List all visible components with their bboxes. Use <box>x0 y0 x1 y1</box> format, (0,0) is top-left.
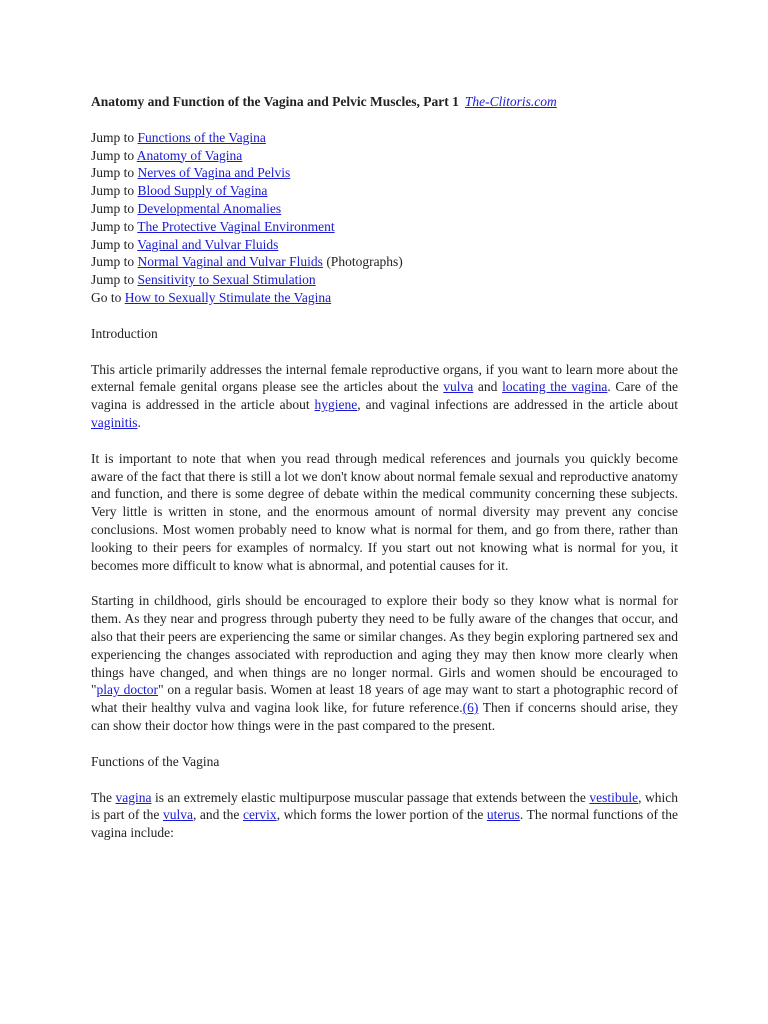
paragraph-text: , and vaginal infections are addressed in the article about <box>357 397 678 413</box>
paragraph-text: . Care of the vagina is addressed in the article about <box>91 379 678 413</box>
jump-line <box>91 200 678 218</box>
jump-prefix: Jump to <box>91 200 135 216</box>
jump-link-fluids[interactable]: Vaginal and Vulvar Fluids <box>137 236 279 252</box>
hygiene-link[interactable]: hygiene <box>314 397 358 413</box>
jump-line <box>91 253 678 271</box>
paragraph-text: " on a regular basis. Women at least 18 years of age may want to start a photographic record of what their healthy vulva and vagina look like, for future reference. <box>91 682 678 716</box>
paragraph-text: . <box>137 414 141 430</box>
uterus-link[interactable]: uterus <box>486 807 520 823</box>
jump-link-sensitivity[interactable]: Sensitivity to Sexual Stimulation <box>137 272 316 288</box>
jump-line <box>91 129 678 147</box>
jump-link-anatomy[interactable]: Anatomy of Vagina <box>136 147 243 163</box>
jump-line <box>91 147 678 165</box>
jump-prefix: Jump to <box>91 236 135 252</box>
jump-prefix: Jump to <box>91 147 135 163</box>
article-body <box>91 93 678 860</box>
jump-prefix: Jump to <box>91 129 135 145</box>
jump-prefix: Go to <box>91 289 122 305</box>
paragraph-text: and <box>473 379 503 395</box>
jump-prefix: Jump to <box>91 254 135 270</box>
article-title <box>91 93 678 111</box>
jump-prefix: Jump to <box>91 183 135 199</box>
paragraph-text: This article primarily addresses the internal female reproductive organs, if you want to learn more about the external female genital organs please see the articles about the <box>91 361 678 395</box>
paragraph-text: is an extremely elastic multipurpose muscular passage that extends between the <box>151 789 590 805</box>
vulva-link[interactable]: vulva <box>162 807 193 823</box>
jump-prefix: Jump to <box>91 165 135 181</box>
jump-link-nerves[interactable]: Nerves of Vagina and Pelvis <box>137 165 291 181</box>
intro-paragraph-2: It is important to note that when you read through medical references and journals you quickly become aware of the fact that there is still a lot we don't know about normal female sexual and reproductive anatomy and function, and there is some degree of debate within the medical community concerning these subjects. Very little is written in stone, and the enormous amount of normal diversity may prevent any concise conclusions. Most women probably need to know what is normal for them, and go from there, rather than looking to their peers for examples of normalcy. If you start out not knowing what is normal for you, it becomes more difficult to know what is abnormal, and potential causes for it. <box>91 450 678 573</box>
jump-prefix: Jump to <box>91 218 135 234</box>
vagina-link[interactable]: vagina <box>115 789 152 805</box>
jump-line <box>91 236 678 254</box>
vestibule-link[interactable]: vestibule <box>589 789 639 805</box>
paragraph-text: . The normal functions of the vagina include: <box>91 807 679 841</box>
intro-paragraph-3 <box>91 592 678 734</box>
jump-link-functions[interactable]: Functions of the Vagina <box>137 129 266 145</box>
jump-link-normal-fluids[interactable]: Normal Vaginal and Vulvar Fluids <box>137 254 323 270</box>
cervix-link[interactable]: cervix <box>242 807 277 823</box>
jump-line <box>91 289 678 307</box>
intro-paragraph-1 <box>91 361 678 432</box>
paragraph-text: , which is part of the <box>91 789 678 823</box>
functions-paragraph <box>91 789 678 842</box>
play-doctor-link[interactable]: play doctor <box>96 682 159 698</box>
jump-prefix: Jump to <box>91 272 135 288</box>
paragraph-text: Then if concerns should arise, they can show their doctor how things were in the past compared to the present. <box>91 700 678 733</box>
introduction-heading: Introduction <box>91 325 158 341</box>
jump-line <box>91 164 678 182</box>
jump-suffix: (Photographs) <box>322 254 403 270</box>
paragraph-text: , and the <box>192 807 243 823</box>
jump-link-protective-environment[interactable]: The Protective Vaginal Environment <box>137 218 335 234</box>
paragraph-text: Starting in childhood, girls should be encouraged to explore their body so they know what is normal for them. As they near and progress through puberty they need to be fully aware of the changes that occur, and also that their peers are experiencing the same or similar changes. As they begin exploring partnered sex and experiencing the changes associated with reproduction and aging they may then know more clearly when things have changed, and when things are no longer normal. Girls and women should be encouraged to " <box>91 593 678 698</box>
vaginitis-link[interactable]: vaginitis <box>91 414 138 430</box>
site-link[interactable]: The-Clitoris.com <box>464 94 557 109</box>
goto-link-stimulate[interactable]: How to Sexually Stimulate the Vagina <box>124 289 332 305</box>
paragraph-text: , which forms the lower portion of the <box>276 807 487 823</box>
functions-heading: Functions of the Vagina <box>91 753 220 769</box>
locating-vagina-link[interactable]: locating the vagina <box>502 379 608 395</box>
reference-6-link[interactable]: (6) <box>462 700 479 716</box>
title-text: Anatomy and Function of the Vagina and Pelvic Muscles, Part 1 <box>91 94 459 109</box>
jump-line <box>91 271 678 289</box>
jump-line <box>91 218 678 236</box>
jump-line <box>91 182 678 200</box>
jump-link-blood-supply[interactable]: Blood Supply of Vagina <box>137 183 268 199</box>
vulva-link[interactable]: vulva <box>443 379 474 395</box>
paragraph-text: The <box>91 789 116 805</box>
jump-link-anomalies[interactable]: Developmental Anomalies <box>137 200 282 216</box>
jump-links-list <box>91 129 678 307</box>
